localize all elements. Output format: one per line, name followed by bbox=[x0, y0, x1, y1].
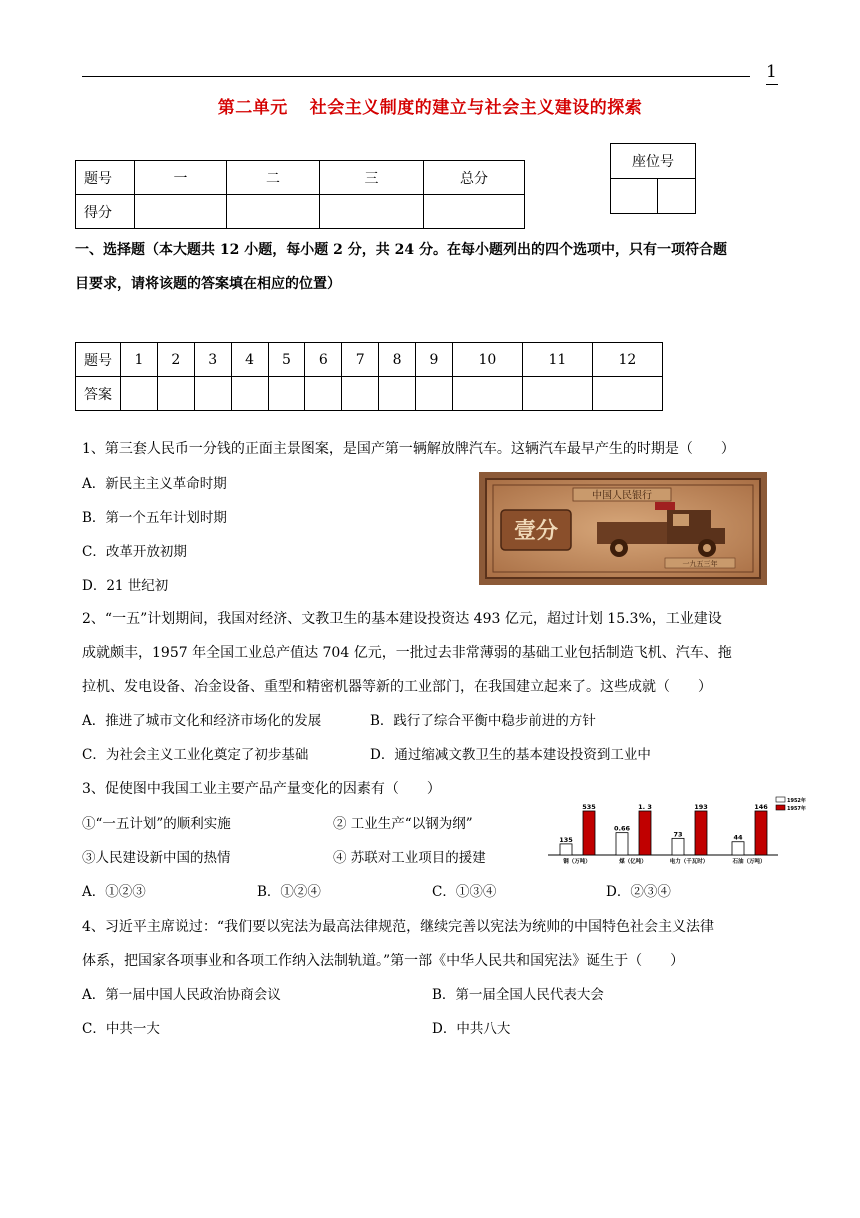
chart-category-label: 煤（亿吨） bbox=[619, 859, 647, 865]
q3-statement-1: ①“一五计划”的顺利实施 bbox=[82, 816, 231, 832]
page-number: 1 bbox=[766, 62, 777, 82]
q3-option-d: D．②③④ bbox=[606, 884, 671, 900]
score-input-cell[interactable] bbox=[424, 195, 525, 229]
chart-data-label: 1. 3 bbox=[638, 803, 652, 811]
question-number-cell: 8 bbox=[379, 343, 416, 377]
answer-cell[interactable] bbox=[592, 377, 662, 411]
q1-stem: 1、第三套人民币一分钱的正面主景图案，是国产第一辆解放牌汽车。这辆汽车最早产生的时期是（ ） bbox=[82, 441, 735, 457]
q4-option-c: C．中共一大 bbox=[82, 1021, 160, 1037]
chart-data-label: 146 bbox=[754, 803, 768, 811]
q3-option-b: B．①②④ bbox=[257, 884, 321, 900]
answer-cell[interactable] bbox=[194, 377, 231, 411]
q4-option-b: B．第一届全国人民代表大会 bbox=[432, 987, 604, 1003]
banknote-denomination: 壹分 bbox=[513, 518, 559, 544]
chart-bar bbox=[732, 842, 744, 855]
unit-title bbox=[0, 93, 860, 118]
score-header-cell: 一 bbox=[135, 161, 227, 195]
q3-statement-4: ④ 苏联对工业项目的援建 bbox=[333, 850, 486, 866]
unit-title-part1: 第二单元 bbox=[217, 98, 288, 118]
answer-cell[interactable] bbox=[379, 377, 416, 411]
answer-cell[interactable] bbox=[305, 377, 342, 411]
seat-number-cell[interactable] bbox=[658, 179, 696, 214]
q4-line: 体系，把国家各项事业和各项工作纳入法制轨道。”第一部《中华人民共和国宪法》诞生于（ ） bbox=[82, 953, 685, 969]
question-number-cell: 5 bbox=[268, 343, 305, 377]
q2-line: 拉机、发电设备、冶金设备、重型和精密机器等新的工业部门，在我国建立起来了。这些成就（ ） bbox=[82, 679, 712, 695]
score-header-cell: 总分 bbox=[424, 161, 525, 195]
chart-bar bbox=[639, 811, 651, 855]
page-number-underline bbox=[766, 84, 778, 85]
question-number-cell: 4 bbox=[231, 343, 268, 377]
production-bar-chart bbox=[546, 795, 806, 865]
score-input-cell[interactable] bbox=[320, 195, 424, 229]
chart-data-label: 0.66 bbox=[613, 824, 631, 833]
seat-number-label: 座位号 bbox=[611, 144, 696, 179]
chart-bar bbox=[695, 811, 707, 855]
section-line: 一、选择题（本大题共 12 小题，每小题 2 分，共 24 分。在每小题列出的四个选项中，只有一项符合题 bbox=[75, 242, 727, 258]
one-fen-banknote-image bbox=[479, 472, 767, 585]
q2-option-a: A．推进了城市文化和经济市场化的发展 bbox=[82, 713, 322, 729]
chart-data-label: 135 bbox=[559, 835, 573, 844]
chart-bar bbox=[583, 811, 595, 855]
chart-bar bbox=[755, 811, 767, 855]
chart-data-label: 73 bbox=[673, 830, 683, 839]
score-input-cell[interactable] bbox=[135, 195, 227, 229]
question-number-cell: 1 bbox=[121, 343, 158, 377]
unit-title-part2: 社会主义制度的建立与社会主义建设的探索 bbox=[309, 98, 643, 118]
chart-bar bbox=[616, 833, 628, 855]
q1-option-c: C．改革开放初期 bbox=[82, 544, 187, 560]
q3-option-a: A．①②③ bbox=[82, 884, 146, 900]
seat-number-table bbox=[610, 143, 696, 214]
chart-category-label: 电力（千瓦时） bbox=[669, 859, 709, 865]
answer-cell[interactable] bbox=[157, 377, 194, 411]
chart-bar bbox=[672, 838, 684, 855]
chart-legend-swatch bbox=[776, 805, 785, 810]
question-number-cell: 9 bbox=[416, 343, 453, 377]
chart-legend-swatch bbox=[776, 797, 785, 802]
q2-option-d: D．通过缩减文教卫生的基本建设投资到工业中 bbox=[370, 747, 651, 763]
banknote-bank-name: 中国人民银行 bbox=[592, 490, 652, 502]
banknote-year: 一九五三年 bbox=[682, 560, 718, 568]
q1-option-b: B．第一个五年计划时期 bbox=[82, 510, 227, 526]
question-number-cell: 11 bbox=[522, 343, 592, 377]
question-number-cell: 6 bbox=[305, 343, 342, 377]
q3-option-c: C．①③④ bbox=[432, 884, 497, 900]
section-instructions bbox=[75, 233, 785, 301]
question-number-cell: 2 bbox=[157, 343, 194, 377]
chart-data-label: 535 bbox=[582, 803, 596, 811]
score-input-cell[interactable] bbox=[227, 195, 320, 229]
q2-option-c: C．为社会主义工业化奠定了初步基础 bbox=[82, 747, 309, 763]
section-line: 目要求，请将该题的答案填在相应的位置） bbox=[75, 276, 341, 292]
answer-cell[interactable] bbox=[231, 377, 268, 411]
score-row-label: 得分 bbox=[76, 195, 135, 229]
q3-statement-2: ② 工业生产“以钢为纲” bbox=[333, 816, 473, 832]
q3-stem: 3、促使图中我国工业主要产品产量变化的因素有（ ） bbox=[82, 781, 441, 797]
answer-row-label: 答案 bbox=[76, 377, 121, 411]
answer-cell[interactable] bbox=[121, 377, 158, 411]
q3-statement-3: ③人民建设新中国的热情 bbox=[82, 850, 231, 866]
score-table bbox=[75, 160, 525, 229]
seat-number-cell[interactable] bbox=[611, 179, 658, 214]
question-number-cell: 7 bbox=[342, 343, 379, 377]
chart-data-label: 193 bbox=[694, 803, 708, 811]
q4-option-d: D．中共八大 bbox=[432, 1021, 511, 1037]
chart-category-label: 钢（万吨） bbox=[563, 859, 591, 865]
q1-option-a: A．新民主主义革命时期 bbox=[82, 476, 227, 492]
header-rule bbox=[82, 76, 750, 77]
answer-table bbox=[75, 342, 663, 411]
q4-option-a: A．第一届中国人民政治协商会议 bbox=[82, 987, 281, 1003]
q4-line: 4、习近平主席说过：“我们要以宪法为最高法律规范，继续完善以宪法为统帅的中国特色社会主义法律 bbox=[82, 919, 715, 935]
chart-bar bbox=[560, 844, 572, 855]
answer-cell[interactable] bbox=[416, 377, 453, 411]
answer-cell[interactable] bbox=[452, 377, 522, 411]
score-header-cell: 题号 bbox=[76, 161, 135, 195]
chart-category-label: 石油（万吨） bbox=[732, 859, 766, 865]
answer-header-label: 题号 bbox=[76, 343, 121, 377]
answer-cell[interactable] bbox=[342, 377, 379, 411]
chart-legend-label: 1957年 bbox=[787, 806, 806, 812]
chart-data-label: 44 bbox=[733, 833, 743, 842]
q1-option-d: D．21 世纪初 bbox=[82, 578, 169, 594]
q2-line: 2、“一五”计划期间，我国对经济、文教卫生的基本建设投资达 493 亿元，超过计划 15.3%，工业建设 bbox=[82, 611, 722, 627]
question-number-cell: 12 bbox=[592, 343, 662, 377]
q2-option-b: B．践行了综合平衡中稳步前进的方针 bbox=[370, 713, 596, 729]
score-header-cell: 二 bbox=[227, 161, 320, 195]
answer-cell[interactable] bbox=[522, 377, 592, 411]
answer-cell[interactable] bbox=[268, 377, 305, 411]
score-header-cell: 三 bbox=[320, 161, 424, 195]
q2-line: 成就颇丰，1957 年全国工业总产值达 704 亿元，一批过去非常薄弱的基础工业包括制造飞机、汽车、拖 bbox=[82, 645, 732, 661]
chart-legend-label: 1952年 bbox=[787, 798, 806, 804]
question-number-cell: 10 bbox=[452, 343, 522, 377]
question-number-cell: 3 bbox=[194, 343, 231, 377]
